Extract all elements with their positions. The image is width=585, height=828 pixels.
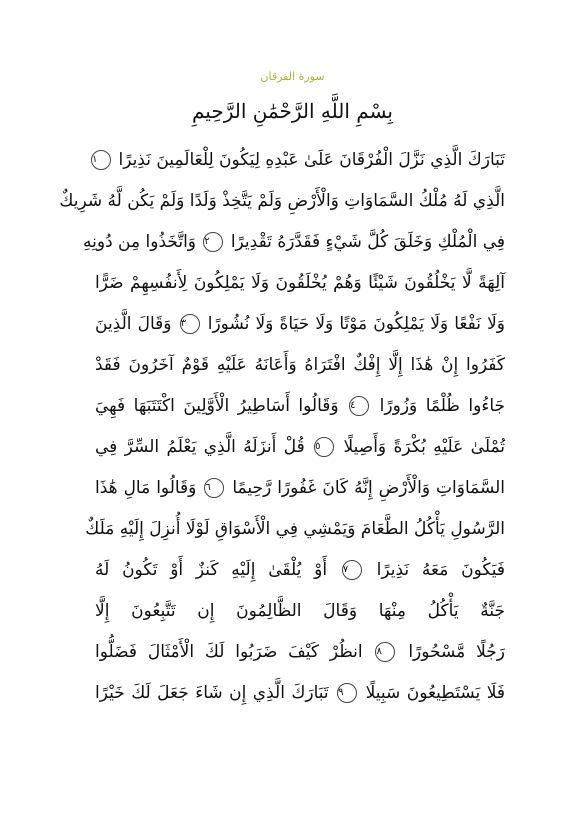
verse-text: تَبَارَكَ الَّذِي نَزَّلَ الْفُرْقَانَ عَلَىٰ عَبْدِهِ لِيَكُونَ لِلْعَالَمِينَ نَذِيرًا xyxy=(118,150,505,170)
verse-line xyxy=(95,550,505,591)
verse-text: وَاتَّخَذُوا مِن دُونِهِ xyxy=(83,232,197,252)
verse-text: الرَّسُولِ يَأْكُلُ الطَّعَامَ وَيَمْشِي فِي الْأَسْوَاقِ لَوْلَا أُنزِلَ إِلَيْهِ مَلَكٌ xyxy=(85,519,505,539)
verse-text: انظُرْ كَيْفَ ضَرَبُوا لَكَ الْأَمْثَالَ فَضَلُّوا xyxy=(95,642,363,662)
ayah-number-marker: ٣ xyxy=(180,314,200,334)
ayah-number-marker: ٩ xyxy=(337,683,357,703)
verse-line xyxy=(95,632,505,673)
ayah-number-marker: ٨ xyxy=(375,642,395,662)
ayah-number-marker: ٥ xyxy=(314,437,334,457)
verse-text: جَنَّةٌ يَأْكُلُ مِنْهَا وَقَالَ الظَّالِمُونَ إِن تَتَّبِعُونَ إِلَّا xyxy=(95,601,505,621)
ayah-number-marker: ٦ xyxy=(204,478,224,498)
verse-text: تُمْلَىٰ عَلَيْهِ بُكْرَةً وَأَصِيلًا xyxy=(343,437,506,457)
verse-line xyxy=(95,263,505,304)
verse-text: فَلَا يَسْتَطِيعُونَ سَبِيلًا xyxy=(365,683,506,703)
verse-line xyxy=(95,386,505,427)
ayah-number-marker: ٢ xyxy=(203,232,223,252)
verse-text: الَّذِي لَهُ مُلْكُ السَّمَاوَاتِ وَالْأَرْضِ وَلَمْ يَتَّخِذْ وَلَدًا وَلَمْ يَكُن لَّهُ شَرِيكٌ xyxy=(59,191,505,211)
verse-line xyxy=(85,509,505,550)
ayah-number-marker: ٧ xyxy=(342,560,362,580)
verse-text: وَلَا نَفْعًا وَلَا يَمْلِكُونَ مَوْتًا وَلَا حَيَاةً وَلَا نُشُورًا xyxy=(207,314,505,334)
verse-text: فَيَكُونَ مَعَهُ نَذِيرًا xyxy=(376,560,505,580)
verse-text: وَقَالَ الَّذِينَ xyxy=(95,314,172,334)
verse-text: وَقَالُوا مَالِ هَٰذَا xyxy=(95,478,197,498)
verse-text: وَقَالُوا أَسَاطِيرُ الْأَوَّلِينَ اكْتَتَبَهَا فَهِيَ xyxy=(95,396,339,416)
verse-lines xyxy=(59,140,506,714)
verse-text: جَاءُوا ظُلْمًا وَزُورًا xyxy=(379,396,506,416)
verse-text: أَوْ يُلْقَىٰ إِلَيْهِ كَنزٌ أَوْ تَكُونُ لَهُ xyxy=(95,560,328,580)
ayah-number-marker: ٤ xyxy=(349,396,369,416)
ayah-number-marker: ١ xyxy=(91,150,111,170)
sura-title: سورة الفرقان xyxy=(260,70,325,83)
verse-text: السَّمَاوَاتِ وَالْأَرْضِ إِنَّهُ كَانَ غَفُورًا رَّحِيمًا xyxy=(232,478,506,498)
verse-text: كَفَرُوا إِنْ هَٰذَا إِلَّا إِفْكٌ افْتَرَاهُ وَأَعَانَهُ عَلَيْهِ قَوْمٌ آخَرُونَ فَقَدْ xyxy=(95,355,505,375)
verse-text: تَبَارَكَ الَّذِي إِن شَاءَ جَعَلَ لَكَ خَيْرًا xyxy=(95,683,329,703)
verse-text: قُلْ أَنزَلَهُ الَّذِي يَعْلَمُ السِّرَّ فِي xyxy=(95,437,305,457)
verse-line xyxy=(83,222,505,263)
verse-line xyxy=(95,345,505,386)
verse-line xyxy=(95,673,505,714)
basmala: بِسْمِ اللَّهِ الرَّحْمَٰنِ الرَّحِيمِ xyxy=(191,99,393,123)
verse-line xyxy=(95,591,505,632)
verse-text: رَجُلًا مَّسْحُورًا xyxy=(408,642,506,662)
verse-text: آلِهَةً لَّا يَخْلُقُونَ شَيْئًا وَهُمْ يُخْلَقُونَ وَلَا يَمْلِكُونَ لِأَنفُسِهِمْ ضَرًّا xyxy=(95,273,505,293)
verse-line xyxy=(59,181,505,222)
verse-line xyxy=(95,427,505,468)
verse-text: فِي الْمُلْكِ وَخَلَقَ كُلَّ شَيْءٍ فَقَدَّرَهُ تَقْدِيرًا xyxy=(230,232,505,252)
verse-line xyxy=(95,468,505,509)
verse-line xyxy=(92,140,505,181)
verse-line xyxy=(95,304,505,345)
